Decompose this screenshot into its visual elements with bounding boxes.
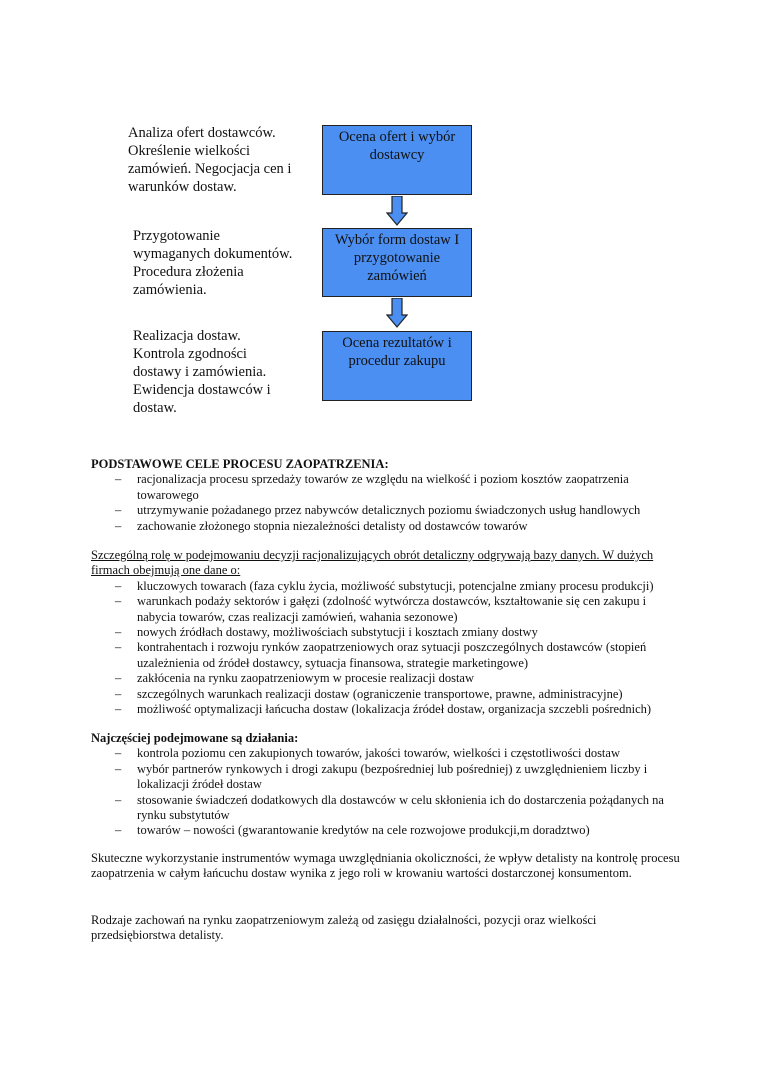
down-arrow-icon — [386, 196, 408, 226]
list-item: – zachowanie złożonego stopnia niezależności detalisty od dostawców towarów — [115, 518, 528, 533]
list-item: – kontrahentach i rozwoju rynków zaopatrzeniowych oraz sytuacji poszczególnych dostawców (stopień uzależnienia od źródeł dostawcy, sytuacja finansowa, strategie marketingowe) — [115, 640, 647, 670]
databases-section — [91, 548, 681, 717]
list-item: – kluczowych towarach (faza cyklu życia, możliwość substytucji, potencjalne zmiany procesu produkcji) — [115, 578, 654, 593]
actions-section — [91, 731, 681, 839]
list-item: – utrzymywanie pożadanego przez nabywców detalicznych poziomu świadczonych usług handlowych — [115, 503, 641, 518]
list-item: – stosowanie świadczeń dodatkowych dla dostawców w celu skłonienia ich do dostarczenia pożądanych na rynku substytutów — [115, 792, 664, 823]
list-item: – wybór partnerów rynkowych i drogi zakupu (bezpośredniej lub pośredniej) z uwzględnieniem liczby i lokalizacji źródeł dostaw — [115, 761, 648, 792]
flow-box-3: Ocena rezultatów i procedur zakupu — [322, 331, 472, 401]
flow-box-1: Ocena ofert i wybór dostawcy — [322, 125, 472, 195]
flow-box-2: Wybór form dostaw I przygotowanie zamówień — [322, 228, 472, 297]
list-item: – kontrola poziomu cen zakupionych towarów, jakości towarów, wielkości i częstotliwości dostaw — [115, 746, 620, 761]
goals-section — [91, 457, 681, 534]
step-note-2: Przygotowanie wymaganych dokumentów. Procedura złożenia zamówienia. — [133, 228, 293, 298]
list-item: – towarów – nowości (gwarantowanie kredytów na cele rozwojowe produkcji,m doradztwo) — [115, 823, 590, 838]
step-note-3: Realizacja dostaw. Kontrola zgodności dostawy i zamówienia. Ewidencja dostawców i dostaw. — [133, 328, 271, 416]
down-arrow-icon — [386, 298, 408, 328]
list-item: – nowych źródłach dostawy, możliwościach substytucji i kosztach zmiany dostwy — [115, 625, 538, 640]
databases-intro: Szczególną rolę w podejmowaniu decyzji racjonalizujących obrót detaliczny odgrywają bazy danych. W dużych firmach obejmują one dane o: — [91, 548, 654, 578]
list-item: – warunkach podaży sektorów i gałęzi (zdolność wytwórcza dostawców, kształtowanie się cen zakupu i nabycia towarów, czas realizacji zamówień, wahania sezonowe) — [115, 594, 647, 624]
paragraph-2: Rodzaje zachowań na rynku zaopatrzeniowym zależą od zasięgu działalności, pozycji oraz wielkości przedsiębiorstwa detalisty. — [91, 913, 597, 943]
paragraph-1: Skuteczne wykorzystanie instrumentów wymaga uwzględniania okoliczności, że wpływ detalisty na kontrolę procesu zaopatrzenia w całym łańcuchu dostaw wynika z jego roli w krowaniu wartości dostarczonej konsumentom. — [91, 851, 680, 881]
actions-heading: Najczęściej podejmowane są działania: — [91, 731, 299, 745]
goals-heading: PODSTAWOWE CELE PROCESU ZAOPATRZENIA: — [91, 457, 389, 471]
step-note-1: Analiza ofert dostawców. Określenie wielkości zamówień. Negocjacja cen i warunków dostaw. — [128, 125, 292, 195]
list-item: – możliwość optymalizacji łańcucha dostaw (lokalizacja źródeł dostaw, organizacja szczebli pośrednich) — [115, 702, 652, 717]
list-item: – zakłócenia na rynku zaopatrzeniowym w procesie realizacji dostaw — [115, 671, 474, 686]
list-item: – szczególnych warunkach realizacji dostaw (ograniczenie transportowe, prawne, administracyjne) — [115, 686, 623, 701]
list-item: – racjonalizacja procesu sprzedaży towarów ze względu na wielkość i poziom kosztów zaopatrzenia towarowego — [115, 472, 629, 502]
